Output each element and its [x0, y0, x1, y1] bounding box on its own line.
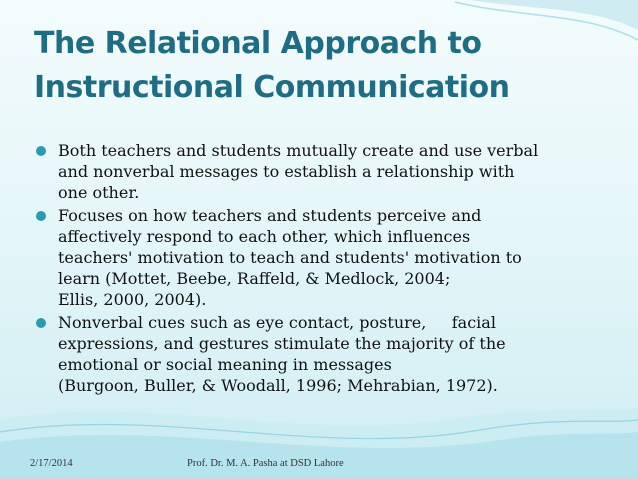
bullet-line: Both teachers and students mutually create and use verbal [58, 141, 539, 160]
bullet-dot-icon [36, 318, 46, 328]
bullet-line: Ellis, 2000, 2004). [58, 290, 207, 310]
bullet-line: emotional or social meaning in messages [58, 355, 392, 375]
bullet-line: expressions, and gestures stimulate the majority of the [58, 333, 506, 353]
footer-date: 2/17/2014 [30, 458, 73, 469]
bullet-line: one other. [58, 183, 140, 203]
bullet-text [58, 140, 604, 204]
bullet-text [58, 205, 604, 311]
bullet-text [58, 312, 604, 397]
bullet-line: affectively respond to each other, which influences [58, 226, 471, 246]
footer-credit: Prof. Dr. M. A. Pasha at DSD Lahore [187, 458, 344, 469]
bullet-item [34, 205, 604, 311]
bullet-dot-icon [36, 211, 46, 221]
bullet-item [34, 312, 604, 397]
bullet-dot-icon [36, 146, 46, 156]
bullet-line: teachers' motivation to teach and students' motivation to [58, 248, 522, 268]
slide-title [34, 22, 614, 110]
bullet-line: learn (Mottet, Beebe, Raffeld, & Medlock, 2004; [58, 269, 451, 289]
slide-title-line: The Relational Approach to [34, 26, 482, 61]
bullet-item [34, 140, 604, 204]
bullet-line: Nonverbal cues such as eye contact, posture, facial [58, 312, 496, 332]
bullet-line: Focuses on how teachers and students perceive and [58, 205, 482, 225]
bullet-line: and nonverbal messages to establish a relationship with [58, 162, 515, 182]
bullet-line: (Burgoon, Buller, & Woodall, 1996; Mehrabian, 1972). [58, 376, 498, 396]
bullet-list [34, 140, 604, 397]
slide-title-line: Instructional Communication [34, 70, 510, 105]
